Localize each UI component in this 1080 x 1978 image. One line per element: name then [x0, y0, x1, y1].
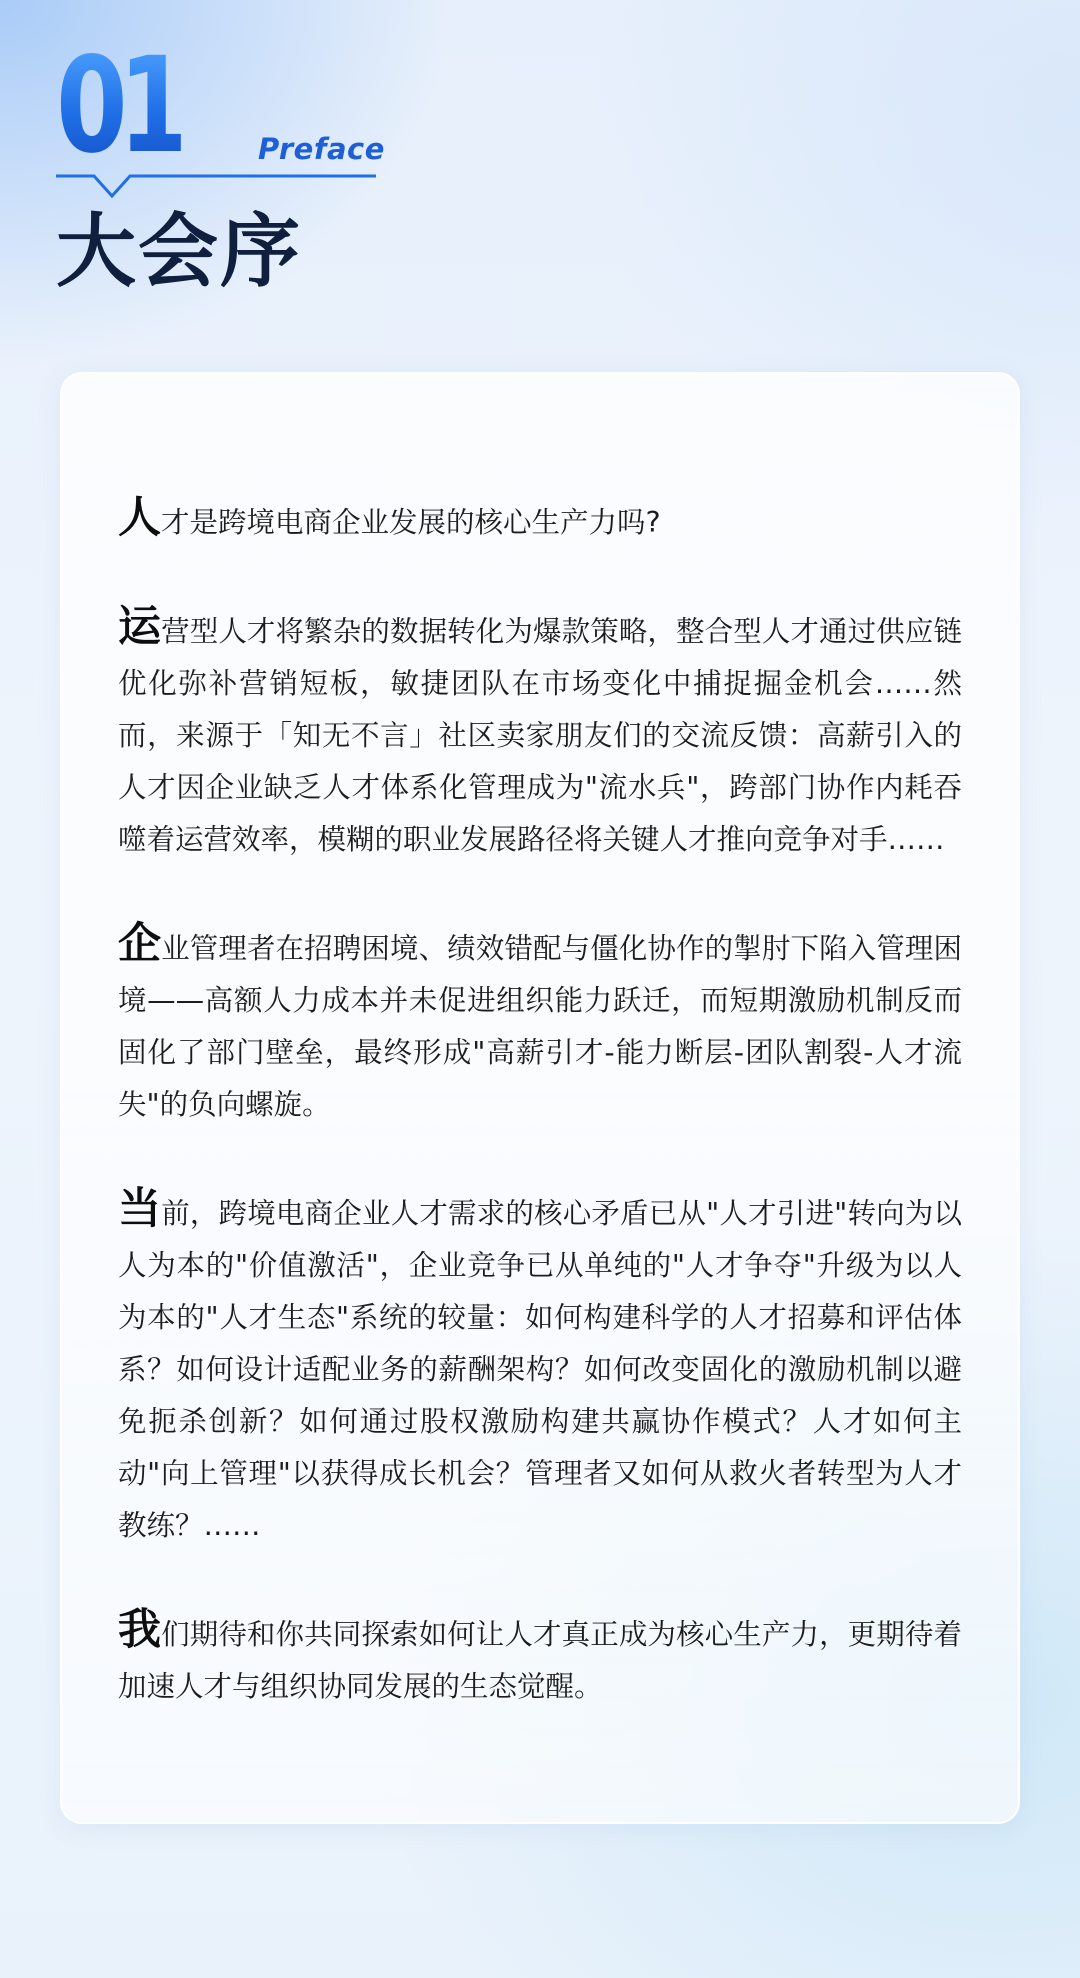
header [0, 0, 1080, 340]
drop-cap: 我 [118, 1605, 162, 1655]
drop-cap: 企 [118, 919, 162, 969]
paragraph-1 [118, 492, 962, 549]
paragraph-text: 前，跨境电商企业人才需求的核心矛盾已从"人才引进"转向为以人为本的"价值激活"，企业竞争已从单纯的"人才争夺"升级为以人为本的"人才生态"系统的较量：如何构建科学的人才招募和评估体系？如何设计适配业务的薪酬架构？如何改变固化的激励机制以避免扼杀创新？如何通过股权激励构建共赢协作模式？人才如何主动"向上管理"以获得成长机会？管理者又如何从救火者转型为人才教练？…… [118, 1197, 962, 1542]
paragraph-2 [118, 601, 962, 866]
paragraph-4 [118, 1183, 962, 1552]
content-card [60, 372, 1020, 1824]
paragraph-text: 才是跨境电商企业发展的核心生产力吗? [161, 506, 661, 539]
preface-label: Preface [258, 132, 385, 166]
page-title: 大会序 [56, 205, 302, 298]
paragraph-5 [118, 1604, 962, 1713]
paragraph-text: 营型人才将繁杂的数据转化为爆款策略，整合型人才通过供应链优化弥补营销短板，敏捷团队在市场变化中捕捉掘金机会……然而，来源于「知无不言」社区卖家朋友们的交流反馈：高薪引入的人才因企业缺乏人才体系化管理成为"流水兵"，跨部门协作内耗吞噬着运营效率，模糊的职业发展路径将关键人才推向竞争对手…… [118, 615, 962, 856]
paragraph-text: 们期待和你共同探索如何让人才真正成为核心生产力，更期待着加速人才与组织协同发展的生态觉醒。 [118, 1618, 962, 1703]
drop-cap: 当 [118, 1184, 162, 1234]
drop-cap: 人 [118, 493, 161, 543]
paragraph-3 [118, 918, 962, 1131]
drop-cap: 运 [118, 602, 162, 652]
paragraph-text: 业管理者在招聘困境、绩效错配与僵化协作的掣肘下陷入管理困境——高额人力成本并未促进组织能力跃迁，而短期激励机制反而固化了部门壁垒，最终形成"高薪引才-能力断层-团队割裂-人才流失"的负向螺旋。 [118, 932, 962, 1121]
section-number: 01 [56, 29, 181, 183]
title-underline-chevron [56, 172, 376, 206]
